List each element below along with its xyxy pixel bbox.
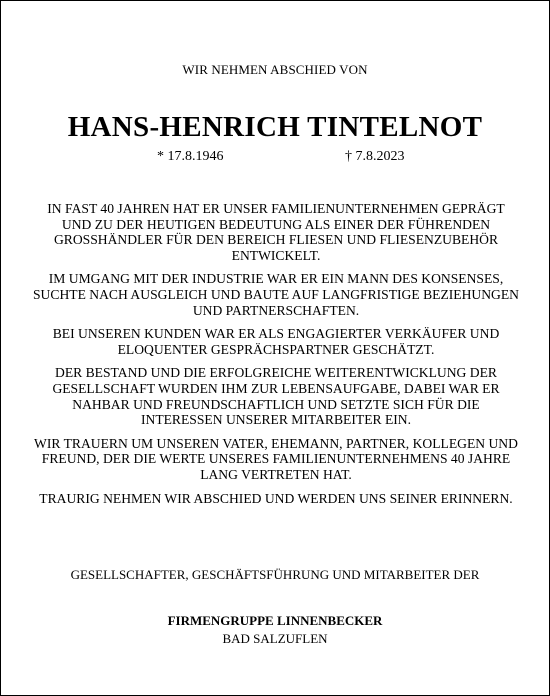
tribute-paragraph: BEI UNSEREN KUNDEN WAR ER ALS ENGAGIERTER VERKÄUFER UND ELOQUENTER GESPRÄCHSPARTNER GESCHÄTZT. — [52, 326, 500, 357]
company-location: BAD SALZUFLEN — [222, 631, 328, 646]
deceased-name: HANS-HENRICH TINTELNOT — [67, 111, 483, 143]
tribute-text — [31, 201, 521, 514]
signature-line: GESELLSCHAFTER, GESCHÄFTSFÜHRUNG UND MITARBEITER DER — [70, 567, 480, 582]
intro-line: WIR NEHMEN ABSCHIED VON — [182, 62, 368, 77]
company-name: FIRMENGRUPPE LINNENBECKER — [167, 613, 383, 628]
tribute-paragraph: DER BESTAND UND DIE ERFOLGREICHE WEITERENTWICKLUNG DER GESELLSCHAFT WURDEN IHM ZUR LEBENSAUFGABE, DABEI WAR ER NAHBAR UND FREUNDSCHAFTLICH UND SETZTE SICH FÜR DIE INTERESSEN UNSERER MITARBEITER EIN. — [52, 365, 500, 428]
tribute-paragraph: TRAURIG NEHMEN WIR ABSCHIED UND WERDEN UNS SEINER ERINNERN. — [39, 490, 513, 506]
tribute-paragraph: WIR TRAUERN UM UNSEREN VATER, EHEMANN, PARTNER, KOLLEGEN UND FREUND, DER DIE WERTE UNSERES FAMILIENUNTERNEHMENS 40 JAHRE LANG VERTRETEN HAT. — [34, 435, 518, 482]
tribute-paragraph: IN FAST 40 JAHREN HAT ER UNSER FAMILIENUNTERNEHMEN GEPRÄGT UND ZU DER HEUTIGEN BEDEUTUNG ALS EINER DER FÜHRENDEN GROSSHÄNDLER FÜR DEN BEREICH FLIESEN UND FLIESENZUBEHÖR ENTWICKELT. — [47, 201, 505, 263]
death-date: † 7.8.2023 — [345, 149, 405, 164]
tribute-paragraph: IM UMGANG MIT DER INDUSTRIE WAR ER EIN MANN DES KONSENSES, SUCHTE NACH AUSGLEICH UND BAUTE AUF LANGFRISTIGE BEZIEHUNGEN UND PARTNERSCHAFTEN. — [33, 271, 519, 318]
birth-date: * 17.8.1946 — [157, 149, 224, 164]
